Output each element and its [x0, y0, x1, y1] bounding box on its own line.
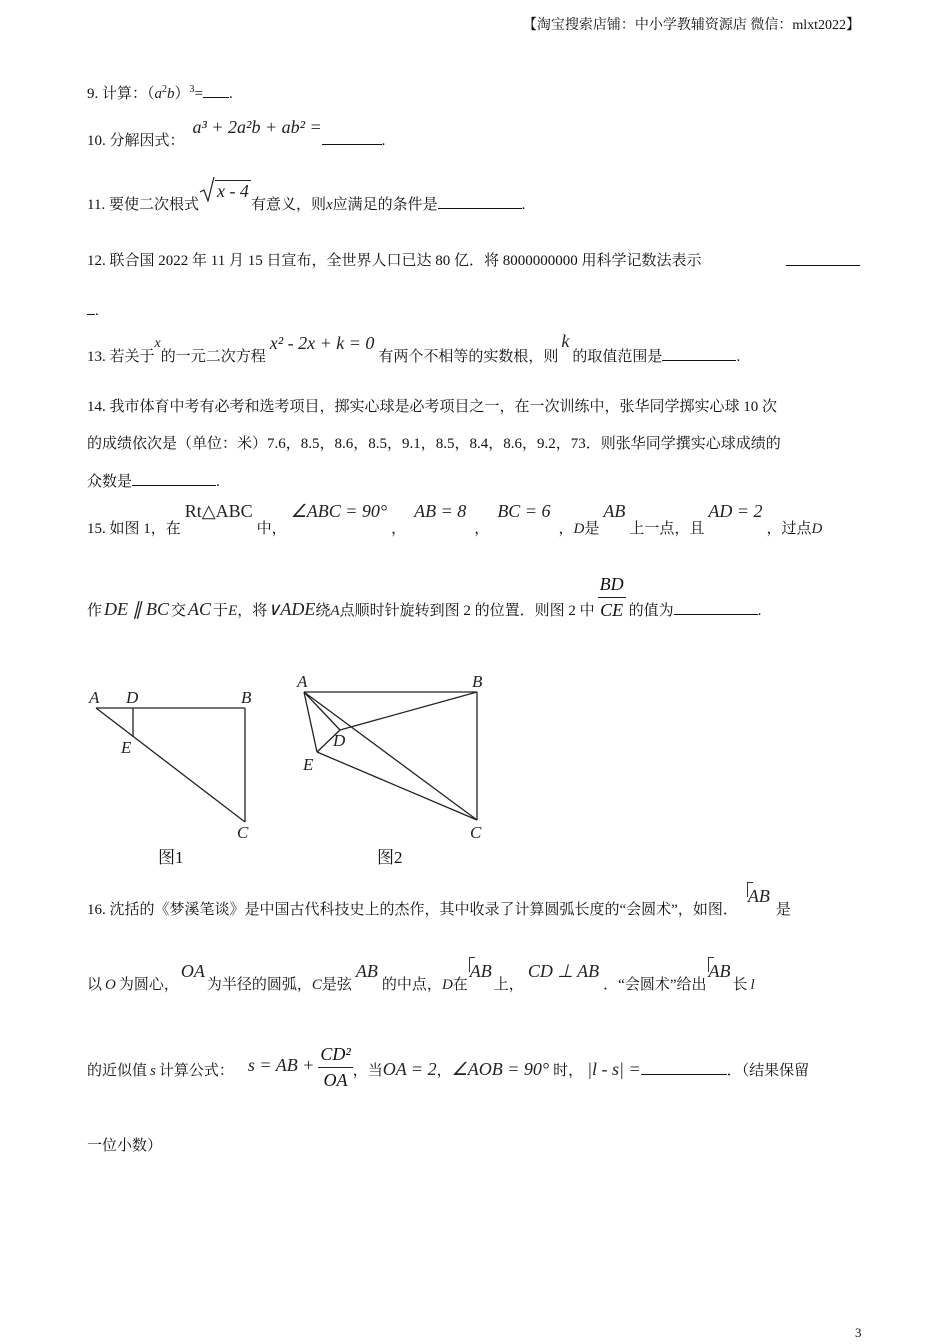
q16-line3-text: 的近似值 [87, 1062, 148, 1079]
q16-oa: OA [180, 961, 205, 981]
segment-ac [304, 692, 477, 820]
q15-jiao: 交 [171, 602, 187, 619]
page-number: 3 [855, 1325, 862, 1340]
q10-answer-blank[interactable] [322, 130, 382, 145]
q15-zhong: 中， [256, 521, 287, 537]
q15-value-text: 的值为 [628, 602, 674, 619]
q16-d: D [441, 977, 453, 993]
question-9 [87, 82, 233, 103]
q9-a: a [154, 86, 163, 102]
q15-line1: 15. 如图 1，在Rt△ABC中，∠ABC = 90°，AB = 8，BC = 6，D是AB上一点，且AD = 2，过点D [87, 501, 823, 537]
q16-answer-blank[interactable] [641, 1060, 727, 1075]
q16-arc-ab-2: AB [469, 961, 492, 981]
page-header: 【淘宝搜索店铺：中小学教辅资源店 微信：mlxt2022】 [522, 18, 860, 33]
q16-abs-expr: |l - s| = [587, 1058, 641, 1079]
q16-oa-val: OA = 2 [382, 1058, 437, 1079]
q16-ab: AB [355, 961, 378, 981]
q15-ad: AD = 2 [708, 501, 763, 521]
q9-close: ） [174, 86, 190, 102]
q16-s: s [150, 1062, 156, 1079]
q12-text: 12. 联合国 2022 年 11 月 15 日宣布，全世界人口已达 80 亿．将 8000000000 用科学记数法表示 [87, 253, 702, 269]
fig2-label-c: C [470, 823, 482, 842]
q9-exp: 3 [189, 84, 195, 95]
q11-prefix: 11. 要使二次根式 [87, 197, 199, 213]
q16-shi: 是 [775, 902, 791, 918]
q16-huiyuan-text: ．“会圆术”给出 [603, 977, 707, 993]
q15-frac-den: CE [600, 600, 624, 620]
fig2-label-d: D [333, 731, 346, 750]
q9-b: b [167, 86, 175, 102]
q12-answer-blank[interactable] [786, 251, 860, 266]
q16-formula-lhs: s = AB + [247, 1054, 315, 1075]
fig2-label-a: A [297, 672, 308, 691]
q10-prefix: 10. 分解因式： [87, 133, 185, 149]
q16-mid-text: 的中点， [381, 977, 442, 993]
q9-eq: = [194, 86, 203, 102]
q15-tri-ade: ∨ADE [267, 598, 316, 619]
q13-dot: . [736, 349, 741, 365]
q15-through: ，过点 [766, 521, 812, 537]
q15-fraction [598, 574, 626, 621]
q11-end: . [521, 197, 526, 213]
q16-angle: ∠AOB = 90° [451, 1058, 550, 1079]
q14-end: . [216, 474, 220, 490]
q13-var-x: x [154, 336, 161, 351]
q16-chord-text: 是弦 [321, 977, 352, 993]
q15-a: A [330, 602, 340, 619]
q9-answer-blank[interactable] [203, 83, 229, 98]
q15-e: E [228, 602, 238, 619]
q15-rt-abc: Rt△ABC [184, 501, 253, 521]
q13-equation: x² - 2x + k = 0 [269, 333, 375, 353]
question-10 [87, 117, 386, 149]
fig2-label-e: E [303, 755, 314, 774]
q15-bc: BC = 6 [497, 501, 551, 521]
q11-sqrt [199, 176, 251, 202]
q10-expression: a³ + 2a²b + ab² = [192, 117, 322, 137]
fig1-label-e: E [121, 738, 132, 757]
fig1-caption: 图1 [158, 848, 184, 867]
q15-zuo: 作 [87, 602, 103, 619]
figure-2-lines [304, 692, 477, 820]
q16-shi2: 时， [553, 1062, 584, 1079]
q15-frac-num: BD [598, 574, 626, 598]
q13-answer-blank[interactable] [662, 346, 736, 361]
q16-l: l [750, 977, 755, 993]
q16-formula-text: 计算公式： [158, 1062, 234, 1079]
q15-prefix: 15. 如图 1，在 [87, 521, 181, 537]
q13-prefix: 13. 若关于 [87, 349, 155, 365]
segment-ce [317, 752, 477, 820]
q16-chang: 长 [732, 977, 748, 993]
q15-rot-text: 点顺时针旋转到图 2 的位置．则图 2 中 [339, 602, 595, 619]
q16-o: O [105, 977, 116, 993]
fig1-label-a: A [89, 688, 100, 707]
fig1-label-b: B [241, 688, 252, 707]
q15-answer-blank[interactable] [674, 600, 758, 615]
q15-angle: ∠ABC = 90° [290, 501, 388, 521]
q16-line1 [87, 886, 791, 918]
q16-c: C [311, 977, 322, 993]
q12-continuation [87, 300, 99, 320]
q15-d2: D [811, 521, 823, 537]
fig2-label-b: B [472, 672, 483, 691]
q11-var: x [325, 197, 333, 213]
question-12 [87, 249, 701, 270]
q14-line3-text: 众数是 [87, 474, 133, 490]
q15-yu: 于 [213, 602, 229, 619]
q16-arc-ab: AB [747, 886, 770, 906]
figure-2 [290, 680, 500, 850]
sqrt-icon [199, 176, 215, 202]
q16-line3: 的近似值 s 计算公式： s = AB + $\frac{\text{CD²}}{OA}$ ，当OA = 2，∠AOB = 90° 时， |l - s| = ．（结果保留 [87, 1044, 810, 1090]
q16-shang: 上， [493, 977, 524, 993]
q16-zai: 在 [452, 977, 468, 993]
q15-jiang: ，将 [237, 602, 268, 619]
segment-ac [96, 708, 245, 822]
q9-end: . [229, 86, 233, 102]
segment-bd [340, 692, 477, 730]
q16-dang: ，当 [352, 1062, 383, 1079]
q13-end: 的取值范围是 [572, 349, 663, 365]
q14-line1: 14. 我市体育中考有必考和选考项目，掷实心球是必考项目之一，在一次训练中，张华同学掷实心球 10 次 [87, 399, 778, 415]
q16-line1-text: 16. 沈括的《梦溪笔谈》是中国古代科技史上的杰作，其中收录了计算圆弧长度的“会圆术”，如图． [87, 902, 738, 918]
segment-ae [304, 692, 317, 752]
fig1-label-c: C [237, 823, 249, 842]
q10-end: . [381, 133, 386, 149]
q11-radicand: x - 4 [216, 181, 249, 201]
question-13 [87, 331, 741, 365]
q15-ab2: AB [603, 501, 626, 521]
q11-mid2: 应满足的条件是 [332, 197, 438, 213]
q15-on-point: 上一点，且 [629, 521, 705, 537]
q16-arc-ab-3: AB [708, 961, 731, 981]
q15-d: D [573, 521, 585, 537]
q14-line2: 的成绩依次是（单位：米）7.6，8.5，8.6，8.5，9.1，8.5，8.4，8.6，9.2，73．则张华同学撰实心球成绩的 [87, 436, 781, 452]
q13-mid2: 有两个不相等的实数根，则 [378, 349, 559, 365]
q11-mid1: 有意义，则 [250, 197, 326, 213]
q15-shi: 是 [584, 521, 600, 537]
q16-frac-den: OA [323, 1070, 348, 1090]
q15-rao: 绕 [315, 602, 331, 619]
q16-frac-num: CD² [318, 1044, 352, 1068]
q15-line2 [87, 574, 762, 635]
q16-line2 [87, 961, 755, 993]
q16-result-text: ．（结果保留 [726, 1062, 810, 1079]
q9-a-exp: 2 [162, 84, 168, 95]
q16-line4: 一位小数） [87, 1138, 163, 1154]
q15-end: . [757, 602, 762, 619]
q16-formula-frac [318, 1044, 352, 1091]
q15-ac: AC [188, 598, 212, 619]
segment-ad [304, 692, 340, 730]
q16-radius-text: 为半径的圆弧， [206, 977, 312, 993]
question-11 [87, 176, 526, 213]
q16-yi: 以 [87, 977, 103, 993]
q16-cd-perp-ab: CD ⊥ AB [527, 961, 600, 981]
q15-ab: AB = 8 [414, 501, 467, 521]
fig1-label-d: D [126, 688, 139, 707]
fig2-caption: 图2 [377, 848, 403, 867]
q16-center-text: 为圆心， [118, 977, 179, 993]
q14-answer-blank[interactable] [132, 471, 216, 486]
q15-de-bc: DE ∥ BC [104, 598, 170, 619]
q12-end: . [95, 303, 99, 319]
q9-prefix: 9. 计算：（ [87, 86, 155, 102]
q12-answer-blank-cont[interactable] [87, 300, 95, 315]
q13-var-k: k [561, 331, 570, 351]
q11-answer-blank[interactable] [438, 194, 522, 209]
q13-mid1: 的一元二次方程 [160, 349, 266, 365]
q14-line3 [87, 470, 220, 491]
figure-1-lines [96, 708, 245, 822]
